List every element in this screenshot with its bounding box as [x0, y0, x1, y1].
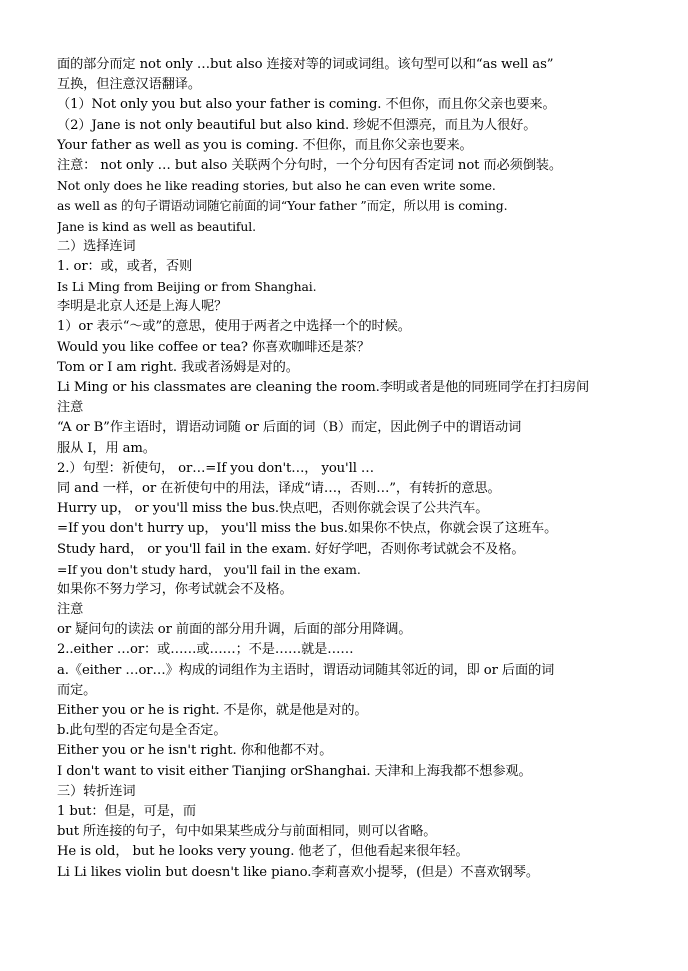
example-line: =If you don't study hard， you'll fail in the exam.	[57, 561, 361, 577]
example-line: Jane is kind as well as beautiful.	[57, 218, 257, 234]
note-heading: 注意	[57, 400, 84, 416]
translation-line: 李明是北京人还是上海人呢？	[57, 299, 228, 315]
example-line: Study hard， or you'll fail in the exam. 好好学吧，否则你考试就会不及格。	[57, 541, 525, 557]
document-page	[57, 55, 642, 883]
example-line: Tom or I am right. 我或者汤姆是对的。	[57, 359, 299, 375]
subheading: 1. or：或，或者，否则	[57, 258, 193, 274]
section-heading: 二）选择连词	[57, 238, 136, 254]
example-line: Not only does he like reading stories, but also he can even write some.	[57, 178, 496, 194]
subheading: 1 but：但是，可是，而	[57, 803, 197, 819]
text-line: 面的部分而定 not only …but also 连接对等的词或词组。该句型可以和“as well as”	[57, 57, 554, 72]
text-line: as well as 的句子谓语动词随它前面的词“Your father ”而定，所以用 is coming.	[57, 198, 508, 214]
example-line: Hurry up， or you'll miss the bus.快点吧，否则你就会误了公共汽车。	[57, 501, 489, 517]
text-line: “A or B”作主语时，谓语动词随 or 后面的词（B）而定，因此例子中的谓语动词	[57, 420, 522, 436]
text-line: but 所连接的句子，句中如果某些成分与前面相同，则可以省略。	[57, 824, 437, 840]
example-line: Is Li Ming from Beijing or from Shanghai.	[57, 279, 317, 295]
text-line: 互换，但注意汉语翻译。	[57, 77, 201, 93]
example-line: He is old， but he looks very young. 他老了，但他看起来很年轻。	[57, 844, 469, 860]
text-line: 1）or 表示“～或”的意思，使用于两者之中选择一个的时候。	[57, 319, 411, 335]
example-line: （1）Not only you but also your father is coming. 不但你，而且你父亲也要来。	[57, 97, 556, 113]
example-line: Either you or he is right. 不是你，就是他是对的。	[57, 703, 368, 718]
example-line: Would you like coffee or tea? 你喜欢咖啡还是茶？	[57, 339, 370, 355]
text-line: b.此句型的否定句是全否定。	[57, 723, 227, 739]
subheading: 2..either …or：或……或……；不是……就是……	[57, 642, 354, 658]
example-line: Li Ming or his classmates are cleaning the room.李明或者是他的同班同学在打扫房间	[57, 380, 590, 395]
example-line: Either you or he isn't right. 你和他都不对。	[57, 743, 333, 759]
text-line: 服从 I，用 am。	[57, 440, 156, 456]
text-line: a.《either …or…》构成的词组作为主语时，谓语动词随其邻近的词，即 or 后面的词	[57, 662, 555, 678]
note-line: 注意： not only … but also 关联两个分句时，一个分句因有否定词 not 而必须倒装。	[57, 157, 562, 173]
example-line: Li Li likes violin but doesn't like piano.李莉喜欢小提琴，(但是）不喜欢钢琴。	[57, 864, 539, 880]
example-line: =If you don't hurry up， you'll miss the bus.如果你不快点，你就会误了这班车。	[57, 521, 558, 537]
example-line: Your father as well as you is coming. 不但你，而且你父亲也要来。	[57, 137, 473, 153]
text-line: 同 and 一样，or 在祈使句中的用法，译成“请…，否则…”，有转折的意思。	[57, 480, 501, 496]
section-heading: 三）转折连词	[57, 783, 136, 799]
example-line: I don't want to visit either Tianjing orShanghai. 天津和上海我都不想参观。	[57, 763, 532, 779]
note-heading: 注意	[57, 602, 84, 618]
translation-line: 如果你不努力学习，你考试就会不及格。	[57, 581, 293, 597]
text-line: or 疑问句的读法 or 前面的部分用升调，后面的部分用降调。	[57, 622, 412, 638]
example-line: （2）Jane is not only beautiful but also kind. 珍妮不但漂亮，而且为人很好。	[57, 117, 537, 133]
text-line: 2.）句型：祈使句， or…=If you don't…， you'll …	[57, 460, 375, 476]
text-line: 而定。	[57, 682, 97, 698]
